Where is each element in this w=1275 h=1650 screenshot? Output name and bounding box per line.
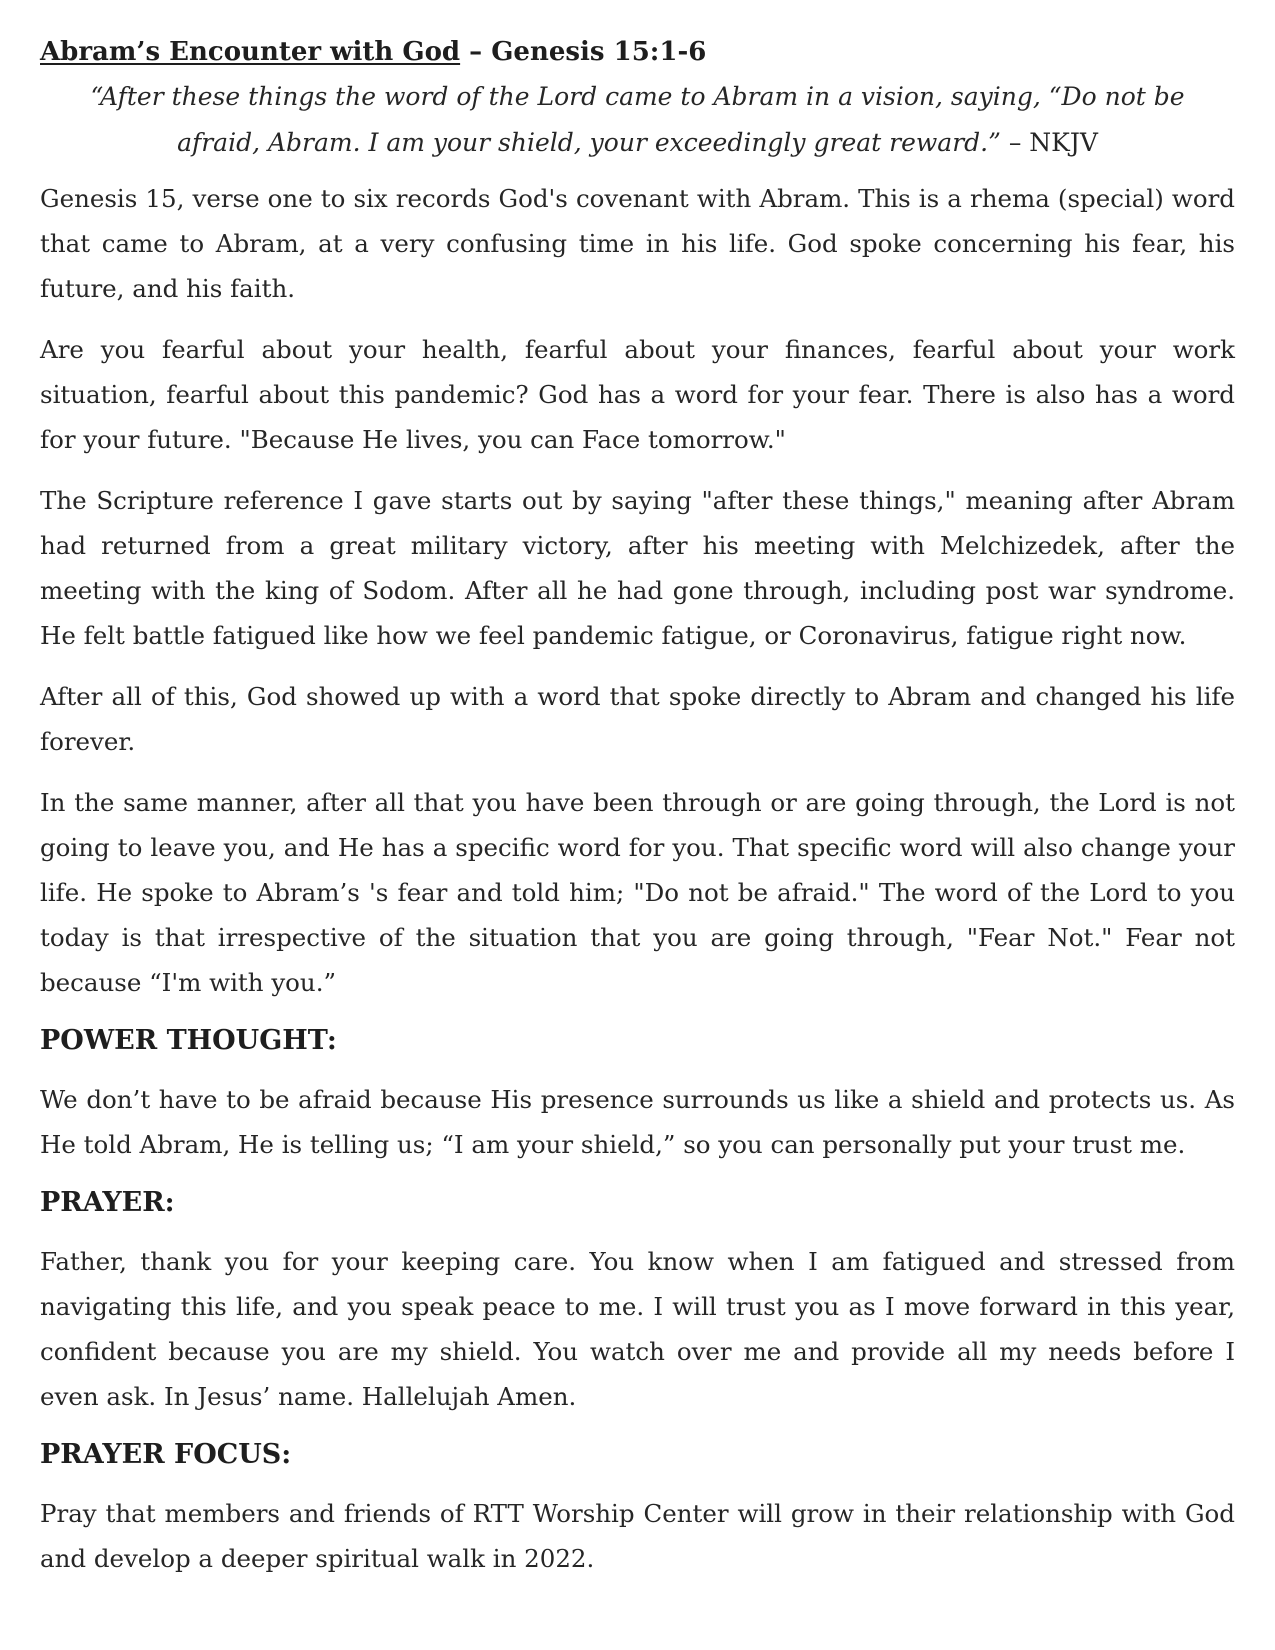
power-thought-text: We don’t have to be afraid because His presence surrounds us like a shield and protects us. As He told Abram, He is telling us; “I am your shield,” so you can personally put your trust me. bbox=[40, 1085, 1235, 1159]
paragraph-2: Are you fearful about your health, fearful about your finances, fearful about your work situation, fearful about this pandemic? God has a word for your fear. There is also has a word for your future. "Because He lives, you can Face tomorrow." bbox=[40, 335, 1235, 454]
verse-text: “After these things the word of the Lord came to Abram in a vision, saying, “Do not be afraid, Abram. I am your shield, your exceedingly great reward.” bbox=[90, 82, 1185, 157]
power-thought-heading: POWER THOUGHT: bbox=[40, 1025, 337, 1056]
title-main: Abram’s Encounter with God bbox=[40, 37, 461, 67]
title-reference: – Genesis 15:1-6 bbox=[460, 37, 707, 67]
paragraph-5: In the same manner, after all that you have been through or are going through, the Lord is not going to leave you, and He has a specific word for you. That specific word will also change your life. He spoke to Abram’s 's fear and told him; "Do not be afraid." The word of the Lord to you today is that irrespective of the situation that you are going through, "Fear Not." Fear not because “I'm with you.” bbox=[40, 788, 1235, 997]
paragraph-1: Genesis 15, verse one to six records God's covenant with Abram. This is a rhema (special) word that came to Abram, at a very confusing time in his life. God spoke concerning his fear, his future, and his faith. bbox=[40, 184, 1235, 303]
document-page bbox=[40, 34, 1235, 1597]
document-title bbox=[40, 34, 1235, 70]
prayer-heading: PRAYER: bbox=[40, 1187, 175, 1218]
verse-version: – NKJV bbox=[1000, 128, 1098, 157]
paragraph-3: The Scripture reference I gave starts out by saying "after these things," meaning after Abram had returned from a great military victory, after his meeting with Melchizedek, after the meeting with the king of Sodom. After all he had gone through, including post war syndrome. He felt battle fatigued like how we feel pandemic fatigue, or Coronavirus, fatigue right now. bbox=[40, 486, 1235, 650]
prayer-focus-heading: PRAYER FOCUS: bbox=[40, 1439, 292, 1470]
paragraph-4: After all of this, God showed up with a word that spoke directly to Abram and changed his life forever. bbox=[40, 682, 1235, 756]
scripture-verse bbox=[50, 74, 1225, 166]
prayer-text: Father, thank you for your keeping care. You know when I am fatigued and stressed from navigating this life, and you speak peace to me. I will trust you as I move forward in this year, confident because you are my shield. You watch over me and provide all my needs before I even ask. In Jesus’ name. Hallelujah Amen. bbox=[40, 1247, 1235, 1411]
prayer-focus-text: Pray that members and friends of RTT Worship Center will grow in their relationship with God and develop a deeper spiritual walk in 2022. bbox=[40, 1499, 1235, 1573]
